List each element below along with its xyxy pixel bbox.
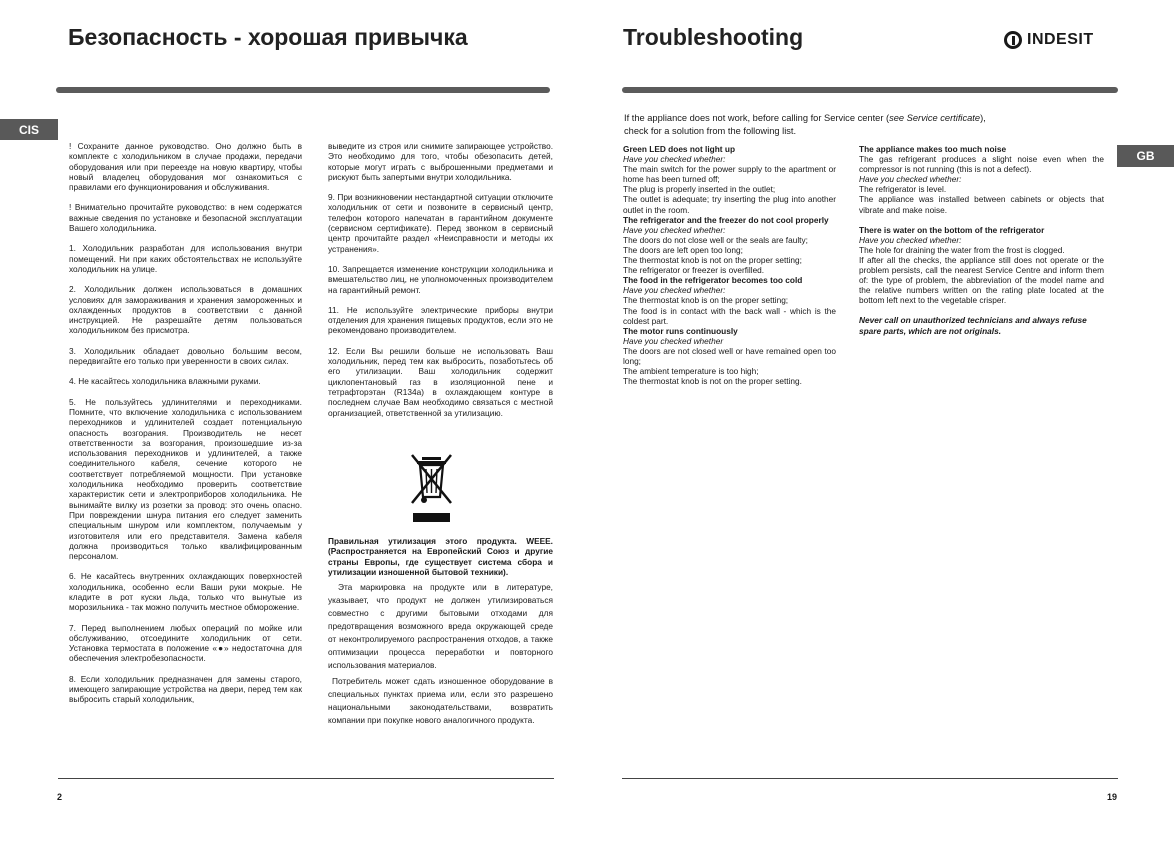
check-item: The refrigerator is level.: [859, 184, 947, 195]
check-item: The ambient temperature is too high;: [623, 366, 759, 377]
check-item: The plug is properly inserted in the outlet;: [623, 184, 776, 195]
safety-paragraph: 4. Не касайтесь холодильника влажными руками.: [69, 376, 261, 387]
safety-paragraph: выведите из строя или снимите запирающее устройство. Это необходимо для того, чтобы обезопасить детей, которые могут играть с выброшенными предметами и рискуют быть запертыми внутри холодильника.: [328, 141, 553, 182]
problem-heading: The food in the refrigerator becomes too cold: [623, 275, 803, 286]
left-column-1: [69, 141, 302, 715]
right-page-number: 19: [1107, 792, 1118, 802]
safety-paragraph: 10. Запрещается изменение конструкции холодильника и вмешательство лиц, не уполномоченных производителем на гарантийный ремонт.: [328, 263, 553, 295]
check-item: The thermostat knob is not on the proper setting;: [623, 255, 802, 266]
check-prompt: Have you checked whether:: [623, 285, 726, 296]
left-page-title: Безопасность - хорошая привычка: [68, 24, 468, 50]
check-item: The hole for draining the water from the frost is clogged.: [859, 244, 1065, 255]
safety-paragraph: 12. Если Вы решили больше не использовать Ваш холодильник, перед тем как выбросить, позаботьтесь об его утилизации. Ваш холодильник содержит циклопентановый газ в изоляционной пене и тетрафторэтан (R134a) в охлаждающем контуре в последнем случае Вам необходимо связаться с местной организацией, ответственной за утилизацию.: [328, 345, 553, 418]
left-column-2: [328, 141, 553, 428]
check-item: The thermostat knob is on the proper setting;: [623, 295, 789, 306]
right-page-title: Troubleshooting: [623, 24, 804, 50]
intro-text-em: see Service certificate: [889, 113, 981, 123]
intro-text-b: ),: [980, 113, 986, 123]
section-gap: [859, 215, 1104, 225]
safety-paragraph: 6. Не касайтесь внутренних охлаждающих поверхностей холодильника, особенно если Ваши руки мокрые. Не кладите в рот куски льда, только что вынутые из морозильника - так можно получить местное обморожение.: [69, 571, 302, 613]
check-item: The appliance was installed between cabinets or objects that vibrate and make noise.: [859, 194, 1104, 215]
lang-tab-cis: CIS: [0, 119, 58, 140]
left-header-bar: [56, 87, 550, 93]
check-item: The outlet is adequate; try inserting the plug into another outlet in the room.: [623, 194, 836, 215]
safety-paragraph: 7. Перед выполнением любых операций по мойке или обслуживанию, отсоедините холодильник от сети. Установка термостата в положение «●» недостаточна для обеспечения электробезопасности.: [69, 622, 302, 664]
left-page-number: 2: [57, 792, 63, 802]
indesit-logo: [1004, 31, 1094, 49]
safety-paragraph: 11. Не используйте электрические приборы внутри отделения для хранения пищевых продуктов, если это не рекомендовано производителем.: [328, 304, 553, 336]
check-prompt: Have you checked whether:: [859, 234, 962, 245]
troubleshooting-intro: [624, 112, 1104, 137]
check-prompt: Have you checked whether: [623, 335, 724, 346]
service-warning: Never call on unauthorized technicians and always refuse spare parts, which are not originals.: [859, 315, 1087, 336]
problem-heading: The motor runs continuously: [623, 325, 738, 336]
section-gap: [859, 305, 1104, 315]
problem-heading: Green LED does not light up: [623, 144, 736, 154]
safety-paragraph: ! Внимательно прочитайте руководство: в нем содержатся важные сведения по установке и безопасной эксплуатации Вашего холодильника.: [69, 202, 302, 234]
check-item: If after all the checks, the appliance still does not operate or the problem persists, call the nearest Service Centre and inform them of: the type of problem, the abbreviation of the model name and the relative numbers written on the rating plate located at the bottom left next to the vegetable crisper.: [859, 254, 1104, 306]
lang-tab-gb: GB: [1117, 145, 1174, 167]
weee-paragraph-1: Эта маркировка на продукте или в литературе, указывает, что продукт не должен утилизироваться совместно с другими бытовыми отходами для предотвращения возможного вреда окружающей среде от неконтролируемого распространения отходов, а также оптимизации процесса переработки и повторного использования материалов.: [328, 582, 553, 671]
intro-line-2: check for a solution from the following list.: [624, 125, 797, 136]
check-item: The main switch for the power supply to the apartment or home has been turned off;: [623, 164, 836, 185]
safety-paragraph: 1. Холодильник разработан для использования внутри помещений. Ни при каких обстоятельствах не используйте холодильник на улице.: [69, 243, 302, 274]
right-footer-rule: [622, 778, 1118, 779]
safety-paragraph: 3. Холодильник обладает довольно большим весом, передвигайте его только при уверенности в своих силах.: [69, 345, 302, 367]
indesit-logo-icon: [1004, 31, 1022, 49]
check-prompt: Have you checked whether:: [623, 224, 726, 235]
right-header-bar: [622, 87, 1118, 93]
safety-paragraph: 2. Холодильник должен использоваться в домашних условиях для замораживания и хранения замороженных и охлажденных продуктов в соответствии с данной инструкцией. Не разрешайте детям пользоваться холодильником без присмотра.: [69, 284, 302, 336]
weee-section: [328, 536, 553, 727]
intro-text-a: If the appliance does not work, before calling for Service center (: [624, 113, 890, 123]
check-item: The doors do not close well or the seals are faulty;: [623, 234, 808, 245]
right-column-1: [623, 144, 836, 386]
check-item: The doors are not closed well or have remained open too long;: [623, 345, 836, 366]
weee-heading: Правильная утилизация этого продукта. WEEE. (Распространяется на Европейский Союз и другие страны Европы, где существует система сбора и утилизации изношенной бытовой техники).: [328, 536, 553, 577]
problem-heading: There is water on the bottom of the refrigerator: [859, 224, 1045, 235]
check-prompt: Have you checked whether:: [623, 154, 726, 165]
safety-paragraph: 9. При возникновении нестандартной ситуации отключите холодильник от сети и позвоните в сервисный центр, телефон которого напечатан в гарантийном документе (сервисном сертификате). Перед звонком в сервисный центр прочитайте раздел «Неисправности и методы их устранения».: [328, 192, 553, 254]
brand-name: INDESIT: [1027, 31, 1094, 48]
check-item: The doors are left open too long;: [623, 244, 743, 255]
check-item: The refrigerator or freezer is overfilled.: [623, 265, 765, 276]
safety-paragraph: ! Сохраните данное руководство. Оно должно быть в комплекте с холодильником в случае продажи, передачи оборудования или при переезде на новую квартиру, чтобы новый владелец оборудования мог ознакомиться с правилами его функционирования и обслуживания.: [69, 141, 302, 193]
safety-paragraph: 5. Не пользуйтесь удлинителями и переходниками. Помните, что включение холодильника с использованием переходников и удлинителей создает потенциальную опасность возгорания. Производитель не несет ответственности за возгорания, произошедшие из-за использования переходников и удлинителей, а также соединительного кабеля, сечение которого не соответствует потребляемой мощности. При установке холодильника необходимо проверить соответствие характеристик сети и электроприборов холодильника. Не вынимайте вилку из розетки за провод: это очень опасно. При повреждении шнура питания его следует заменить специальным шнуром или комплектом, получаемым у изготовителя или его представителя. Замена кабеля должна производиться только квалифицированным персоналом.: [69, 396, 302, 562]
weee-paragraph-2: Потребитель может сдать изношенное оборудование в специальных пунктах приема или, если это разрешено национальными законодательствами, возвратить компании при покупке нового аналогичного продукта.: [328, 676, 553, 726]
problem-heading: The appliance makes too much noise: [859, 144, 1007, 154]
problem-note: The gas refrigerant produces a slight noise even when the compressor is not running (this is not a defect).: [859, 154, 1104, 175]
check-item: The thermostat knob is not on the proper setting.: [623, 376, 802, 387]
problem-heading: The refrigerator and the freezer do not cool properly: [623, 214, 829, 225]
left-footer-rule: [58, 778, 554, 779]
check-item: The food is in contact with the back wall - which is the coldest part.: [623, 305, 836, 326]
right-column-2: [859, 144, 1104, 336]
safety-paragraph: 8. Если холодильник предназначен для замены старого, имеющего запирающие устройства на двери, перед тем как выбросить старый холодильник,: [69, 673, 302, 705]
weee-crossed-bin-icon: [409, 453, 454, 523]
check-prompt: Have you checked whether:: [859, 174, 962, 185]
